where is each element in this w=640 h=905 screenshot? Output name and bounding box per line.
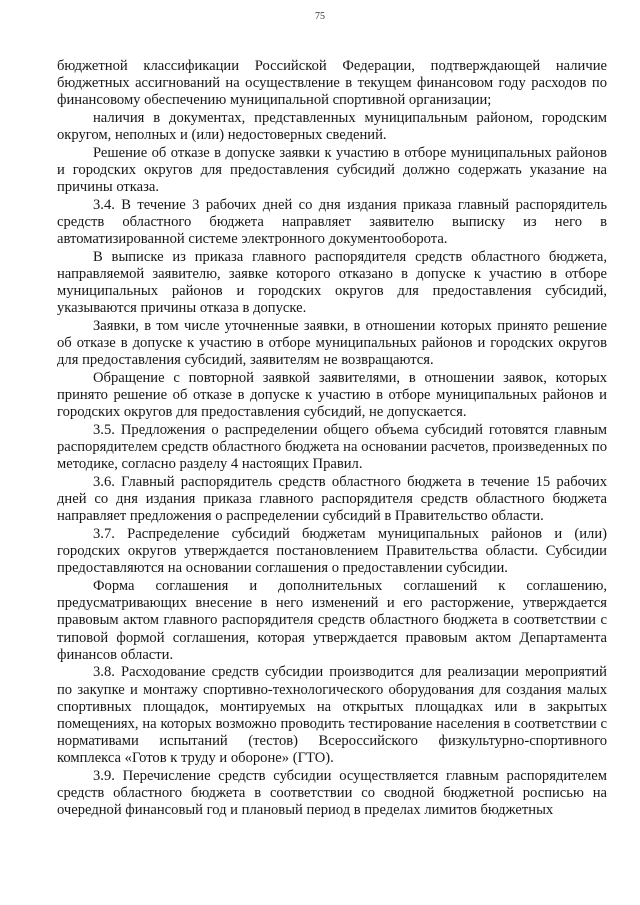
paragraph: 3.9. Перечисление средств субсидии осуществляется главным распорядителем средств областного бюджета в соответствии со сводной бюджетной росписью на очередной финансовый год и плановый период в пределах лимитов бюджетных (57, 768, 607, 819)
page-number: 75 (315, 11, 325, 22)
paragraph: 3.7. Распределение субсидий бюджетам муниципальных районов и (или) городских округов утверждается постановлением Правительства области. Субсидии предоставляются на основании соглашения о предоставлении субсидии. (57, 526, 607, 577)
paragraph: Обращение с повторной заявкой заявителями, в отношении заявок, которых принято решение об отказе в допуске к участию в отборе муниципальных районов и городских округов для предоставления субсидий, не допускается. (57, 370, 607, 421)
paragraph: 3.4. В течение 3 рабочих дней со дня издания приказа главный распорядитель средств областного бюджета направляет заявителю выписку из него в автоматизированной системе электронного документооборота. (57, 196, 607, 248)
paragraph: Решение об отказе в допуске заявки к участию в отборе муниципальных районов и городских округов для предоставления субсидий должно содержать указание на причины отказа. (57, 144, 607, 196)
paragraph: 3.5. Предложения о распределении общего объема субсидий готовятся главным распорядителем средств областного бюджета на основании расчетов, произведенных по методике, согласно разделу 4 настоящих Правил. (57, 422, 607, 473)
paragraph: 3.8. Расходование средств субсидии производится для реализации мероприятий по закупке и монтажу спортивно-технологического оборудования для создания малых спортивных площадок, монтируемых на открытых площадках или в закрытых помещениях, на которых возможно проводить тестирование населения в соответствии с нормативами испытаний (тестов) Всероссийского физкультурно-спортивного комплекса «Готов к труду и обороне» (ГТО). (57, 664, 607, 767)
paragraph: бюджетной классификации Российской Федерации, подтверждающей наличие бюджетных ассигнований на осуществление в текущем финансовом году расходов по финансовому обеспечению муниципальной спортивной организации; (57, 58, 607, 109)
paragraph: Заявки, в том числе уточненные заявки, в отношении которых принято решение об отказе в допуске к участию в отборе муниципальных районов и городских округов для предоставления субсидий, заявителям не возвращаются. (57, 318, 607, 369)
paragraph: В выписке из приказа главного распорядителя средств областного бюджета, направляемой заявителю, заявке которого отказано в допуске к участию в отборе муниципальных районов и городских округов для предоставления субсидий, указываются причины отказа в допуске. (57, 248, 607, 317)
paragraph: 3.6. Главный распорядитель средств областного бюджета в течение 15 рабочих дней со дня издания приказа главного распорядителя средств областного бюджета направляет предложения о распределении субсидий в Правительство области. (57, 474, 607, 525)
document-body (57, 58, 607, 820)
paragraph: наличия в документах, представленных муниципальным районом, городским округом, неполных и (или) недостоверных сведений. (57, 110, 607, 144)
paragraph: Форма соглашения и дополнительных соглашений к соглашению, предусматривающих внесение в него изменений и его расторжение, утверждается правовым актом главного распорядителя средств областного бюджета в соответствии с типовой формой соглашения, которая утверждается правовым актом Департамента финансов области. (57, 578, 607, 663)
